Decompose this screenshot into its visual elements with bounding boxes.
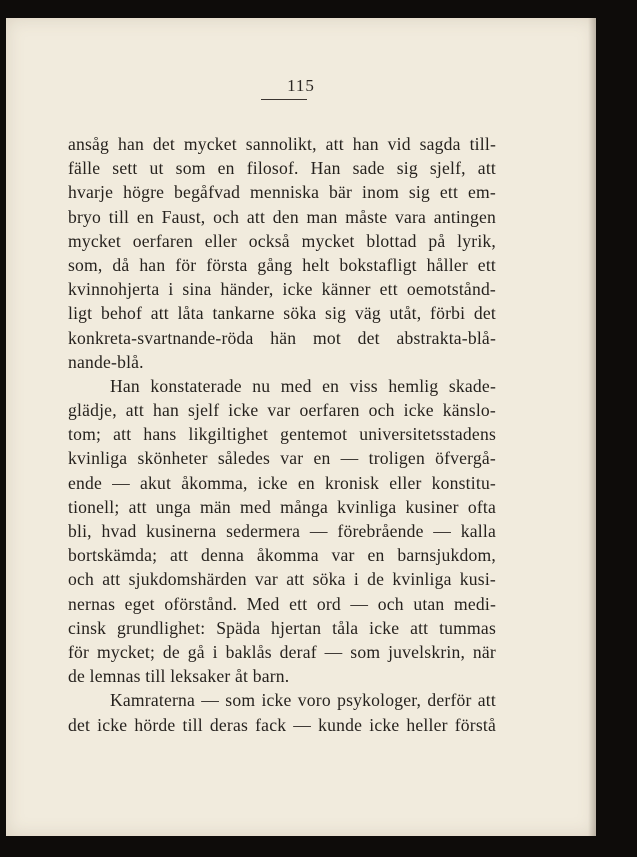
text-line: tom; att hans likgiltighet gentemot universitetsstadens xyxy=(68,424,496,445)
text-line: nande-blå. xyxy=(68,351,144,372)
text-line: som, då han för första gång helt bokstafligt håller ett xyxy=(68,254,496,275)
body-text xyxy=(68,132,496,737)
paragraph xyxy=(68,374,496,688)
text-line: ligt behof att låta tankarne söka sig väg utåt, förbi det xyxy=(68,303,496,324)
book-page xyxy=(6,18,596,836)
text-line: bryo till en Faust, och att den man måste vara antingen xyxy=(68,206,496,227)
paragraph xyxy=(68,688,496,736)
text-line: nernas eget oförstånd. Med ett ord — och utan medi- xyxy=(68,593,496,614)
text-line: och att sjukdomshärden var att söka i de kvinliga kusi- xyxy=(68,569,496,590)
text-line: Han konstaterade nu med en viss hemlig skade- xyxy=(110,375,496,396)
text-line: för mycket; de gå i baklås deraf — som juvelskrin, när xyxy=(68,641,496,662)
text-line: glädje, att han sjelf icke var oerfaren och icke känslo- xyxy=(68,400,496,421)
text-line: det icke hörde till deras fack — kunde icke heller förstå xyxy=(68,714,496,735)
text-line: ende — akut åkomma, icke en kronisk eller konstitu- xyxy=(68,472,496,493)
text-line: tionell; att unga män med många kvinliga kusiner ofta xyxy=(68,496,496,517)
text-line: hvarje högre begåfvad menniska bär inom sig ett em- xyxy=(68,182,496,203)
text-line: ansåg han det mycket sannolikt, att han vid sagda till- xyxy=(68,134,496,154)
text-line: de lemnas till leksaker åt barn. xyxy=(68,666,290,687)
text-line: mycket oerfaren eller också mycket blottad på lyrik, xyxy=(68,230,496,251)
text-line: kvinnohjerta i sina händer, icke känner ett oemotstånd- xyxy=(68,279,496,300)
text-line: Kamraterna — som icke voro psykologer, derför att xyxy=(110,690,496,711)
text-line: kvinliga skönheter således var en — troligen öfvergå- xyxy=(68,448,496,469)
page-edge-shadow xyxy=(588,18,596,836)
page-number-rule xyxy=(261,99,307,100)
paragraph xyxy=(68,132,496,374)
text-line: fälle sett ut som en filosof. Han sade sig sjelf, att xyxy=(68,158,496,179)
text-line: bli, hvad kusinerna sedermera — förebrående — kalla xyxy=(68,521,496,541)
text-line: cinsk grundlighet: Späda hjertan tåla icke att tummas xyxy=(68,617,496,638)
text-line: konkreta-svartnande-röda hän mot det abstrakta-blå- xyxy=(68,327,496,348)
text-line: bortskämda; att denna åkomma var en barnsjukdom, xyxy=(68,545,496,566)
page-number: 115 xyxy=(287,76,315,95)
